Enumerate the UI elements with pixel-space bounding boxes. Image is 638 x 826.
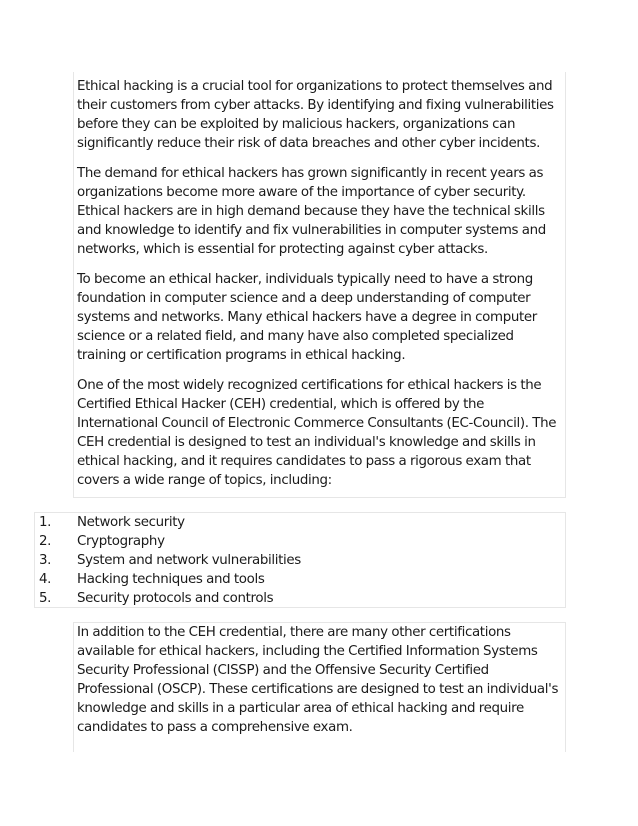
paragraph-other-certifications: In addition to the CEH credential, there are many other certifications available for ethical hackers, including the Certified Information Systems Security Professional (CISSP) and the Offensive Security Certified Professional (OSCP). These certifications are designed to test an individual's knowledge and skills in a particular area of ethical hacking and require candidates to pass a comprehensive exam. (77, 625, 559, 735)
topics-list (35, 513, 565, 608)
paragraph-becoming-hacker: To become an ethical hacker, individuals typically need to have a strong foundation in computer science and a deep understanding of computer systems and networks. Many ethical hackers have a degree in computer science or a related field, and many have also completed specialized training or certification programs in ethical hacking. (77, 272, 537, 363)
paragraph-importance: Ethical hacking is a crucial tool for organizations to protect themselves and their customers from cyber attacks. By identifying and fixing vulnerabilities before they can be exploited by malicious hackers, organizations can significantly reduce their risk of data breaches and other cyber incidents. (77, 79, 554, 151)
list-item (35, 513, 565, 532)
list-item-text: System and network vulnerabilities (77, 553, 301, 568)
closing-section (73, 622, 566, 752)
list-item-text: Security protocols and controls (77, 591, 274, 606)
paragraph-demand: The demand for ethical hackers has grown significantly in recent years as organizations become more aware of the importance of cyber security. Ethical hackers are in high demand because they have the technical skills and knowledge to identify and fix vulnerabilities in computer systems and networks, which is essential for protecting against cyber attacks. (77, 166, 546, 257)
list-item (35, 589, 565, 608)
list-item-number: 5. (39, 591, 52, 606)
list-item-number: 1. (39, 515, 52, 530)
list-item (35, 570, 565, 589)
list-item-text: Cryptography (77, 534, 165, 549)
list-item (35, 532, 565, 551)
list-item-number: 2. (39, 534, 52, 549)
topics-list-section (34, 512, 566, 608)
list-item-text: Network security (77, 515, 185, 530)
intro-section (73, 72, 566, 498)
list-item-number: 3. (39, 553, 52, 568)
paragraph-ceh: One of the most widely recognized certifications for ethical hackers is the Certified Ethical Hacker (CEH) credential, which is offered by the International Council of Electronic Commerce Consultants (EC-Council). The CEH credential is designed to test an individual's knowledge and skills in ethical hacking, and it requires candidates to pass a rigorous exam that covers a wide range of topics, including: (77, 378, 557, 488)
list-item-number: 4. (39, 572, 52, 587)
list-item-text: Hacking techniques and tools (77, 572, 265, 587)
list-item (35, 551, 565, 570)
